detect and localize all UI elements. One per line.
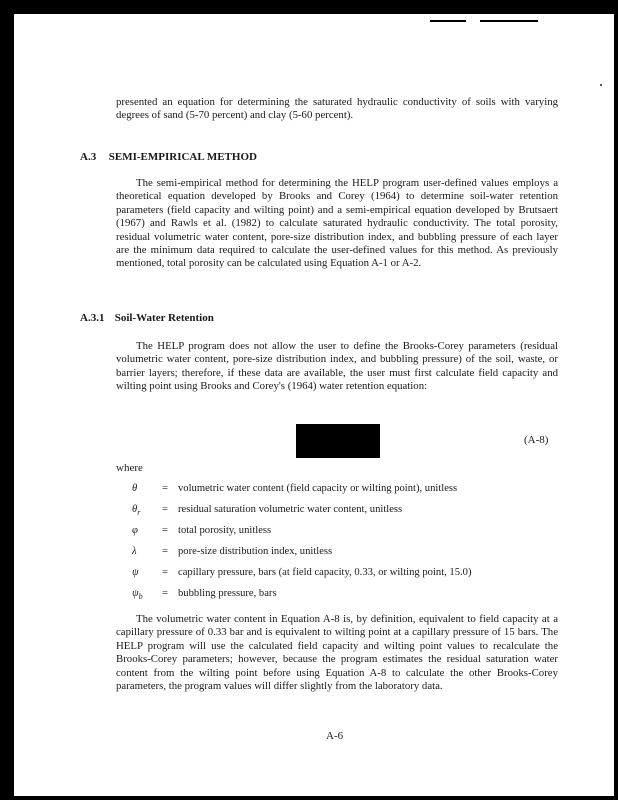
section-number: A.3	[80, 151, 97, 163]
definition-row	[132, 504, 572, 517]
section-heading-a31	[80, 312, 214, 324]
intro-paragraph: presented an equation for determining the saturated hydraulic conductivity of soils with varying degrees of sand (5-70 percent) and clay (5-60 percent).	[116, 96, 558, 122]
definition-row	[132, 567, 572, 580]
definition-symbol: θ	[132, 483, 138, 494]
scan-line-left	[430, 20, 466, 22]
equals-sign: =	[162, 504, 168, 515]
definition-text: capillary pressure, bars (at field capacity, 0.33, or wilting point, 15.0)	[178, 567, 472, 578]
section-title: SEMI-EMPIRICAL METHOD	[108, 151, 257, 163]
definition-text: bubbling pressure, bars	[178, 588, 277, 599]
definition-symbol: φ	[132, 525, 138, 536]
equation-number: (A-8)	[524, 434, 549, 446]
definition-text: total porosity, unitless	[178, 525, 272, 536]
definition-text: volumetric water content (field capacity or wilting point), unitless	[178, 483, 458, 494]
equals-sign: =	[162, 546, 168, 557]
definition-symbol: ψ	[132, 567, 139, 578]
definition-symbol: $\theta_r$	[132, 504, 141, 518]
scan-line-right	[480, 20, 538, 22]
definition-text: pore-size distribution index, unitless	[178, 546, 333, 557]
section-heading-a3	[80, 151, 257, 163]
equals-sign: =	[162, 483, 168, 494]
equation-image	[296, 424, 380, 458]
definition-symbol: $\psi_b$	[132, 588, 143, 602]
definition-row	[132, 483, 572, 496]
section-number: A.3.1	[80, 312, 105, 324]
definition-text: residual saturation volumetric water content, unitless	[178, 504, 403, 515]
equals-sign: =	[162, 588, 168, 599]
definition-row	[132, 525, 572, 538]
scan-speck	[600, 84, 602, 86]
page-number: A-6	[326, 730, 344, 742]
definition-row	[132, 588, 572, 601]
definition-row	[132, 546, 572, 559]
where-label: where	[116, 462, 143, 474]
closing-paragraph: The volumetric water content in Equation A-8 is, by definition, equivalent to field capacity at a capillary pressure of 0.33 bar and is equivalent to wilting point at a capillary pressure of 15 bars. The HELP program will use the calculated field capacity and wilting point values to recalculate the Brooks-Corey parameters; however, because the program estimates the residual saturation water content from the wilting point before using Equation A-8 to calculate the other Brooks-Corey parameters, the program values will differ slightly from the laboratory data.	[116, 613, 558, 693]
semi-empirical-paragraph: The semi-empirical method for determining the HELP program user-defined values employs a theoretical equation developed by Brooks and Corey (1964) to determine soil-water retention parameters (field capacity and wilting point) and a semi-empirical equation developed by Brutsaert (1967) and Rawls et al. (1982) to calculate saturated hydraulic conductivity. The total porosity, residual volumetric water content, pore-size distribution index, and bubbling pressure of each layer are the minimum data required to calculate the user-defined values for this method. As previously mentioned, total porosity can be calculated using Equation A-1 or A-2.	[116, 177, 558, 270]
equals-sign: =	[162, 525, 168, 536]
definition-symbol: λ	[132, 546, 137, 557]
equals-sign: =	[162, 567, 168, 578]
soil-water-paragraph: The HELP program does not allow the user to define the Brooks-Corey parameters (residual volumetric water content, pore-size distribution index, and bubbling pressure) of the soil, waste, or barrier layers; therefore, if these data are available, the user must first calculate field capacity and wilting point using Brooks and Corey's (1964) water retention equation:	[116, 340, 558, 393]
section-title: Soil-Water Retention	[114, 312, 214, 324]
document-page	[14, 14, 614, 796]
